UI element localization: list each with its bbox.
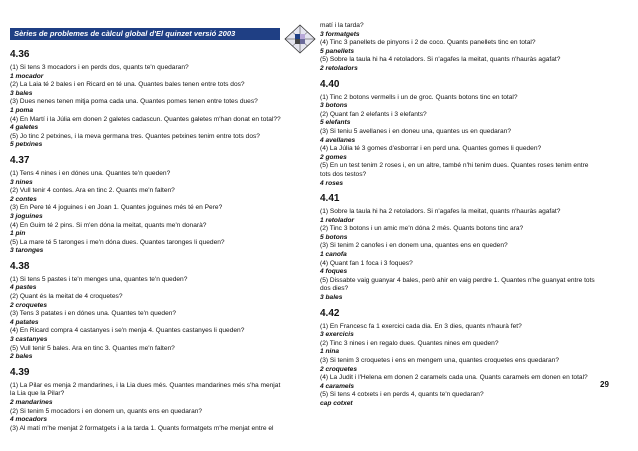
problem-question: (5) En un test tenim 2 roses i, en un altre, també n'hi tenim dues. Quantes roses tenim entre	[320, 162, 589, 170]
problem-question: (4) La Júlia té 3 gomes d'esborrar i en perd una. Quantes gomes li queden?	[320, 145, 542, 153]
problem-answer: 3 taronges	[10, 247, 44, 255]
problem-question-cont: tots dos testos?	[320, 170, 367, 178]
problem-answer: 1 canofa	[320, 251, 347, 259]
problem-answer: 4 avellanes	[320, 136, 356, 144]
problem-question: (1) Tens 4 nines i en dónes una. Quantes te'n queden?	[10, 169, 171, 177]
problem-answer: 4 galetes	[10, 124, 39, 132]
problem-answer: 1 poma	[10, 106, 34, 114]
problem-answer: 4 roses	[320, 179, 344, 187]
problem-question: (2) Vull tenir 4 contes. Ara en tinc 2. Quants me'n falten?	[10, 187, 175, 195]
problem-section	[320, 79, 620, 189]
problem-question: (3) En Pere té 4 joguines i en Joan 1. Quantes joguines més té en Pere?	[10, 204, 223, 212]
problem-answer: 5 botons	[320, 233, 348, 241]
problem-question: (5) Jo tinc 2 petxines, i la meva germana tres. Quantes petxines tenim entre tots dos?	[10, 132, 260, 140]
problem-answer: 3 joguines	[10, 212, 43, 220]
problem-answer: 5 elefants	[320, 119, 351, 127]
section-number: 4.42	[320, 307, 340, 319]
section-number: 4.39	[10, 366, 30, 378]
problem-answer: 2 mandarines	[10, 399, 53, 406]
problem-question: (4) Quant fan 1 foca i 3 foques?	[320, 259, 413, 267]
problem-question: (4) En Ricard compra 4 castanyes i se'n menja 4. Quantes castanyes li queden?	[10, 327, 245, 335]
problem-question: (1) Si tens 3 mocadors i en perds dos, quants te'n quedaran?	[10, 64, 189, 71]
problem-question-cont: dos dies?	[320, 285, 349, 293]
section-number: 4.36	[10, 49, 30, 60]
problem-answer: cap cotxet	[320, 399, 353, 407]
problem-answer: 3 castanyes	[10, 336, 48, 344]
problem-question: (2) Tinc 3 nines i en regalo dues. Quantes nines em queden?	[320, 339, 499, 347]
problem-question: (4) En Guim té 2 pins. Si m'en dóna la meitat, quants me'n donarà?	[10, 221, 207, 229]
problem-answer: 5 panellets	[320, 47, 355, 55]
problem-question: (1) En Francesc fa 1 exercici cada dia. En 3 dies, quants n'haurà fet?	[320, 322, 522, 330]
problem-answer: 2 contes	[10, 195, 37, 203]
problem-answer: 2 croquetes	[10, 301, 48, 309]
problem-question: (1) Si tens 5 pastes i te'n menges una, quantes te'n queden?	[10, 275, 188, 283]
problem-question: (3) Si tenim 2 canofes i en donem una, quantes ens en queden?	[320, 242, 508, 250]
problem-section	[320, 308, 620, 409]
problem-question: (2) Tinc 3 botons i un amic me'n dóna 2 més. Quants botons tinc ara?	[320, 225, 524, 233]
left-column	[10, 44, 310, 437]
problem-question: (1) Sobre la taula hi ha 2 retoladors. Si n'agafes la meitat, quants n'hauràs agafat?	[320, 208, 561, 216]
problem-answer: 1 retolador	[320, 216, 355, 224]
series-banner: Sèries de problemes de càlcul global d'El quinzet versió 2003	[10, 28, 280, 40]
problem-answer: 3 bales	[320, 294, 343, 302]
page-number: 29	[600, 380, 609, 389]
problem-answer: 3 bales	[10, 89, 33, 97]
problem-answer: 1 mocador	[10, 72, 44, 80]
problem-answer: 2 bales	[10, 353, 33, 361]
problem-question: (3) Tens 3 patates i en dónes una. Quantes te'n queden?	[10, 310, 177, 318]
problem-section	[10, 155, 310, 256]
problem-section	[320, 193, 620, 303]
problem-question: (4) En Martí i la Júlia em donen 2 galetes cadascun. Quantes galetes m'han donat en total??	[10, 115, 281, 123]
problem-question: (5) Sobre la taula hi ha 4 retoladors. Si n'agafes la meitat, quants n'hauràs agafat?	[320, 56, 561, 64]
problem-answer: 1 nina	[320, 348, 340, 356]
problem-question: (1) La Pilar es menja 2 mandarines, i la Lia dues més. Quantes mandarines més s'ha menjat	[10, 381, 281, 389]
section-number: 4.38	[10, 260, 30, 272]
problem-answer: 2 croquetes	[320, 365, 358, 373]
problem-section	[10, 49, 310, 150]
problem-answer: 4 pastes	[10, 284, 37, 292]
problem-answer: 4 patates	[10, 318, 39, 326]
problem-question: (5) Si tens 4 cotxets i en perds 4, quants te'n quedaran?	[320, 391, 484, 399]
problem-question-cont: la Lia que la Pilar?	[10, 390, 65, 398]
problem-question: (4) La Judit i l'Helena em donen 2 caramels cada una. Quants caramels em donen en total?	[320, 374, 588, 382]
problem-answer: 4 mocadors	[10, 416, 48, 424]
problem-answer: 5 petxines	[10, 141, 43, 149]
problem-question: matí i la tarda?	[320, 22, 364, 29]
problem-question: (1) Tinc 2 botons vermells i un de groc. Quants botons tinc en total?	[320, 93, 518, 101]
problem-answer: 4 caramels	[320, 382, 355, 390]
problem-question: (3) Dues nenes tenen mitja poma cada una. Quantes pomes tenen entre totes dues?	[10, 98, 258, 106]
problem-answer: 3 formatgets	[320, 30, 360, 38]
problem-section	[10, 261, 310, 362]
problem-question: (3) Si tenim 3 croquetes i ens en mengem una, quantes croquetes ens quedaran?	[320, 357, 559, 364]
section-number: 4.40	[320, 78, 340, 90]
problem-answer: 3 nines	[10, 178, 33, 186]
problem-question: (5) La mare té 5 taronges i me'n dóna dues. Quantes taronges li queden?	[10, 238, 225, 246]
problem-question: (4) Tinc 3 panellets de pinyons i 2 de coco. Quants panellets tinc en total?	[320, 39, 536, 47]
section-number: 4.41	[320, 193, 340, 205]
problem-question: (2) Quant és la meitat de 4 croquetes?	[10, 293, 123, 301]
problem-question: (2) La Laia té 2 bales i en Ricard en té una. Quantes bales tenen entre tots dos?	[10, 81, 245, 89]
problem-section	[10, 367, 310, 434]
continued-problems	[320, 22, 620, 74]
problem-answer: 4 foques	[320, 268, 348, 276]
section-number: 4.37	[10, 154, 30, 166]
problem-question: (2) Quant fan 2 elefants i 3 elefants?	[320, 110, 427, 118]
problem-answer: 3 botons	[320, 102, 348, 110]
problem-answer: 1 pin	[10, 230, 26, 238]
right-column	[320, 22, 620, 413]
problem-answer: 2 retoladors	[320, 64, 358, 72]
problem-question: (3) Al matí m'he menjat 2 formatgets i a la tarda 1. Quants formatgets m'he menjat entre el	[10, 424, 274, 432]
problem-answer: 3 exercicis	[320, 331, 354, 339]
problem-question: (5) Vull tenir 5 bales. Ara en tinc 3. Quantes me'n falten?	[10, 344, 175, 352]
problem-question: (3) Si teniu 5 avellanes i en doneu una, quantes us en quedaran?	[320, 127, 511, 135]
problem-answer: 2 gomes	[320, 153, 347, 161]
problem-question: (2) Si tenim 5 mocadors i en donem un, quants ens en quedaran?	[10, 407, 203, 415]
problem-question: (5) Dissabte vaig guanyar 4 bales, però ahir en vaig perdre 1. Quantes n'he guanyat entre tots	[320, 276, 595, 284]
